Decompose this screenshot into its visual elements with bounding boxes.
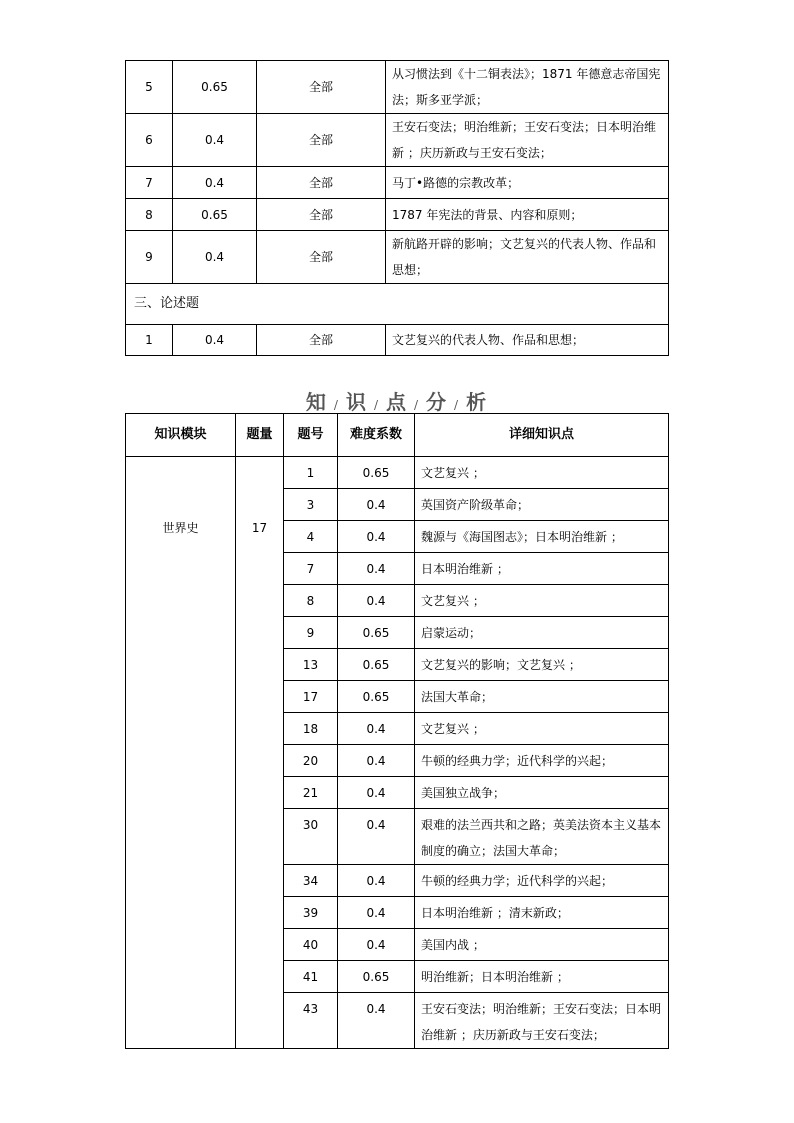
knowledge-detail: 文艺复兴 ；: [415, 713, 669, 745]
question-number: 17: [284, 681, 338, 713]
difficulty-coefficient: 0.65: [173, 61, 257, 114]
header-count: 题量: [236, 414, 284, 457]
question-number: 43: [284, 993, 338, 1049]
header-question-number: 题号: [284, 414, 338, 457]
difficulty-coefficient: 0.65: [338, 649, 415, 681]
title-char: 知: [305, 390, 328, 414]
title-separator: /: [333, 398, 340, 412]
knowledge-detail: 艰难的法兰西共和之路；英美法资本主义基本制度的确立；法国大革命；: [415, 809, 669, 865]
question-number: 39: [284, 897, 338, 929]
difficulty-coefficient: 0.4: [338, 777, 415, 809]
question-number: 20: [284, 745, 338, 777]
question-number: 6: [126, 114, 173, 167]
difficulty-coefficient: 0.4: [173, 325, 257, 356]
difficulty-coefficient: 0.65: [173, 199, 257, 231]
difficulty-coefficient: 0.65: [338, 457, 415, 489]
question-number: 7: [126, 167, 173, 199]
knowledge-detail: 王安石变法；明治维新；王安石变法；日本明治维新 ；庆历新政与王安石变法；: [415, 993, 669, 1049]
scope: 全部: [257, 114, 386, 167]
question-number: 4: [284, 521, 338, 553]
question-number: 5: [126, 61, 173, 114]
knowledge-detail: 文艺复兴的影响；文艺复兴 ；: [415, 649, 669, 681]
knowledge-detail: 牛顿的经典力学；近代科学的兴起；: [415, 745, 669, 777]
difficulty-coefficient: 0.65: [338, 681, 415, 713]
header-detail: 详细知识点: [415, 414, 669, 457]
knowledge-detail: 英国资产阶级革命；: [415, 489, 669, 521]
knowledge-detail: 文艺复兴的代表人物、作品和思想；: [386, 325, 669, 356]
title-char: 点: [386, 390, 408, 414]
question-number: 13: [284, 649, 338, 681]
knowledge-detail: 日本明治维新 ；清末新政；: [415, 897, 669, 929]
difficulty-coefficient: 0.4: [338, 585, 415, 617]
knowledge-detail: 文艺复兴 ；: [415, 585, 669, 617]
knowledge-detail: 美国内战 ；: [415, 929, 669, 961]
title-char: 识: [345, 390, 368, 414]
knowledge-detail: 文艺复兴 ；: [415, 457, 669, 489]
difficulty-coefficient: 0.4: [338, 897, 415, 929]
knowledge-detail: 从习惯法到《十二铜表法》；1871 年德意志帝国宪法；斯多亚学派；: [386, 61, 669, 114]
section-row: [126, 284, 669, 325]
difficulty-coefficient: 0.4: [338, 993, 415, 1049]
knowledge-detail: 魏源与《海国图志》；日本明治维新 ；: [415, 521, 669, 553]
knowledge-table: [125, 413, 669, 1049]
question-table: [125, 60, 669, 356]
knowledge-detail: 明治维新；日本明治维新 ；: [415, 961, 669, 993]
header-difficulty: 难度系数: [338, 414, 415, 457]
knowledge-header-row: [126, 414, 669, 457]
scope: 全部: [257, 167, 386, 199]
section-heading: 三、论述题: [126, 284, 669, 325]
knowledge-detail: 牛顿的经典力学；近代科学的兴起；: [415, 865, 669, 897]
difficulty-coefficient: 0.4: [338, 521, 415, 553]
difficulty-coefficient: 0.4: [338, 809, 415, 865]
knowledge-detail: 王安石变法；明治维新；王安石变法；日本明治维新 ；庆历新政与王安石变法；: [386, 114, 669, 167]
title-separator: /: [414, 398, 421, 412]
scope: 全部: [257, 325, 386, 356]
difficulty-coefficient: 0.4: [338, 745, 415, 777]
title-separator: /: [454, 398, 461, 412]
count-cell: 17: [236, 457, 284, 1049]
question-number: 21: [284, 777, 338, 809]
question-number: 9: [284, 617, 338, 649]
question-number: 1: [126, 325, 173, 356]
difficulty-coefficient: 0.65: [338, 617, 415, 649]
title-char: 析: [466, 390, 489, 414]
question-row: [126, 167, 669, 199]
scope: 全部: [257, 199, 386, 231]
question-number: 18: [284, 713, 338, 745]
knowledge-detail: 美国独立战争；: [415, 777, 669, 809]
knowledge-row: [126, 457, 669, 489]
question-number: 8: [126, 199, 173, 231]
knowledge-detail: 马丁•路德的宗教改革；: [386, 167, 669, 199]
header-module: 知识模块: [126, 414, 236, 457]
difficulty-coefficient: 0.4: [338, 489, 415, 521]
difficulty-coefficient: 0.4: [338, 553, 415, 585]
question-number: 3: [284, 489, 338, 521]
title-char: 分: [426, 390, 449, 414]
difficulty-coefficient: 0.4: [338, 865, 415, 897]
difficulty-coefficient: 0.4: [173, 231, 257, 284]
scope: 全部: [257, 231, 386, 284]
question-number: 40: [284, 929, 338, 961]
question-number: 9: [126, 231, 173, 284]
question-row: [126, 325, 669, 356]
question-row: [126, 231, 669, 284]
difficulty-coefficient: 0.4: [338, 713, 415, 745]
question-row: [126, 114, 669, 167]
difficulty-coefficient: 0.4: [173, 167, 257, 199]
question-number: 1: [284, 457, 338, 489]
difficulty-coefficient: 0.4: [338, 929, 415, 961]
question-row: [126, 61, 669, 114]
question-number: 8: [284, 585, 338, 617]
knowledge-detail: 新航路开辟的影响；文艺复兴的代表人物、作品和思想；: [386, 231, 669, 284]
knowledge-detail: 1787 年宪法的背景、内容和原则；: [386, 199, 669, 231]
question-number: 7: [284, 553, 338, 585]
title-separator: /: [373, 398, 380, 412]
analysis-title: [0, 386, 794, 415]
question-number: 34: [284, 865, 338, 897]
scope: 全部: [257, 61, 386, 114]
question-row: [126, 199, 669, 231]
module-cell: 世界史: [126, 457, 236, 1049]
knowledge-detail: 启蒙运动；: [415, 617, 669, 649]
knowledge-detail: 日本明治维新 ；: [415, 553, 669, 585]
question-number: 30: [284, 809, 338, 865]
question-number: 41: [284, 961, 338, 993]
knowledge-detail: 法国大革命；: [415, 681, 669, 713]
difficulty-coefficient: 0.65: [338, 961, 415, 993]
difficulty-coefficient: 0.4: [173, 114, 257, 167]
